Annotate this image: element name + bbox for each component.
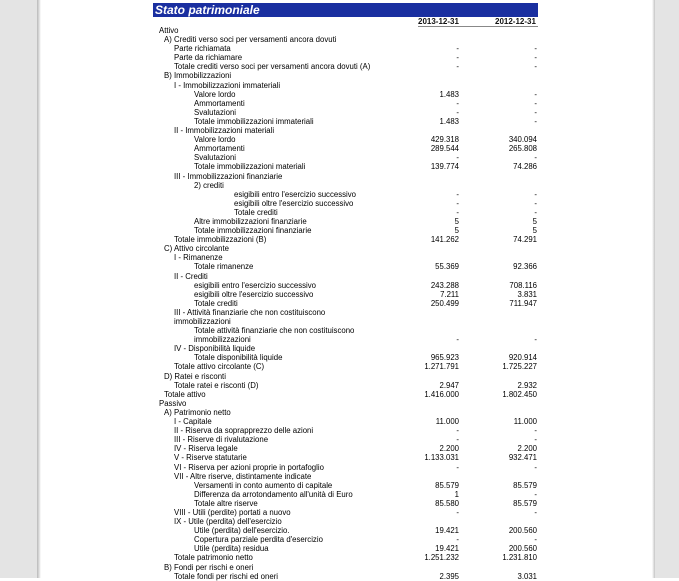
- value-2012: 1.231.810: [502, 553, 537, 563]
- value-2012: -: [534, 44, 537, 54]
- row-label: Ammortamenti: [194, 144, 245, 154]
- row-label: Parte richiamata: [174, 44, 231, 54]
- row-label: Valore lordo: [194, 89, 236, 99]
- value-2013: 243.288: [430, 280, 459, 290]
- value-2012: 340.094: [508, 135, 537, 145]
- row-label: Differenza da arrotondamento all'unità di Euro: [194, 489, 353, 499]
- row-label: Totale attivo circolante (C): [174, 362, 265, 372]
- value-2012: 2.200: [517, 444, 537, 454]
- row-label: III - Attività finanziarie che non costituiscono immobilizzazioni: [174, 307, 326, 326]
- table-row: [0, 153, 679, 162]
- value-2012: 200.560: [508, 526, 537, 536]
- table-row: [0, 44, 679, 53]
- row-label: Totale disponibilità liquide: [194, 353, 283, 363]
- value-2013: -: [456, 462, 459, 472]
- value-2013: 965.923: [430, 353, 459, 363]
- value-2013: 1.251.232: [424, 553, 459, 563]
- table-row: [0, 81, 679, 90]
- table-row: [0, 572, 679, 581]
- value-2012: -: [534, 189, 537, 199]
- value-2013: 1.416.000: [424, 389, 459, 399]
- row-label: Utile (perdita) residua: [194, 544, 269, 554]
- row-label: II - Immobilizzazioni materiali: [174, 126, 275, 136]
- table-row: [0, 499, 679, 508]
- value-2013: -: [456, 189, 459, 199]
- row-label: B) Immobilizzazioni: [164, 71, 232, 81]
- row-label: VII - Altre riserve, distintamente indicate: [174, 471, 312, 481]
- value-2013: 85.580: [435, 498, 459, 508]
- row-label: Totale immobilizzazioni materiali: [194, 162, 306, 172]
- row-label: VIII - Utili (perdite) portati a nuovo: [174, 507, 291, 517]
- value-2013: -: [456, 207, 459, 217]
- table-row: [0, 508, 679, 517]
- row-label: Totale immobilizzazioni (B): [174, 235, 267, 245]
- row-label: Totale immobilizzazioni immateriali: [194, 116, 314, 126]
- value-2013: -: [456, 335, 459, 345]
- table-row: [0, 290, 679, 299]
- value-2012: -: [534, 335, 537, 345]
- table-row: [0, 162, 679, 171]
- value-2012: 708.116: [509, 280, 537, 290]
- value-2012: 85.579: [513, 498, 537, 508]
- row-label: Svalutazioni: [194, 153, 237, 163]
- row-label: Passivo: [159, 398, 187, 408]
- value-2013: 2.200: [439, 444, 459, 454]
- table-row: [0, 181, 679, 190]
- value-2013: 1.271.791: [424, 362, 459, 372]
- row-label: Ammortamenti: [194, 98, 245, 108]
- table-row: [0, 426, 679, 435]
- table-row: [0, 226, 679, 235]
- table-row: [0, 417, 679, 426]
- row-label: D) Ratei e risconti: [164, 371, 226, 381]
- table-row: [0, 244, 679, 253]
- value-2012: -: [534, 207, 537, 217]
- table-row: [0, 262, 679, 271]
- row-label: B) Fondi per rischi e oneri: [164, 562, 254, 572]
- value-2013: -: [456, 435, 459, 445]
- table-row: [0, 253, 679, 262]
- row-label: IV - Disponibilità liquide: [174, 344, 256, 354]
- value-2012: 2.932: [517, 380, 537, 390]
- value-2013: 289.544: [430, 144, 459, 154]
- value-2013: -: [456, 426, 459, 436]
- table-row: [0, 399, 679, 408]
- row-label: esigibili oltre l'esercizio successivo: [234, 198, 354, 208]
- table-row: [0, 108, 679, 117]
- row-label: C) Attivo circolante: [164, 244, 229, 254]
- table-row: [0, 126, 679, 135]
- table-row: [0, 390, 679, 399]
- row-label: esigibili entro l'esercizio successivo: [194, 280, 316, 290]
- table-row: [0, 35, 679, 44]
- row-label: Copertura parziale perdita d'esercizio: [194, 535, 323, 545]
- row-label: Parte da richiamare: [174, 53, 243, 63]
- value-2012: 3.031: [517, 571, 537, 581]
- value-2012: 265.808: [508, 144, 537, 154]
- value-2013: 7.211: [440, 289, 459, 299]
- value-2012: 5: [532, 226, 537, 236]
- value-2013: -: [456, 507, 459, 517]
- table-row: [0, 90, 679, 99]
- row-label: Attivo: [159, 26, 179, 35]
- value-2012: -: [534, 53, 537, 63]
- value-2013: -: [456, 44, 459, 54]
- value-2013: 19.421: [435, 544, 459, 554]
- table-row: [0, 463, 679, 472]
- table-row: [0, 281, 679, 290]
- value-2013: -: [456, 62, 459, 72]
- table-row: [0, 553, 679, 562]
- value-2012: 200.560: [508, 544, 537, 554]
- table-row: [0, 344, 679, 353]
- row-label: V - Riserve statutarie: [174, 453, 247, 463]
- value-2013: 5: [454, 216, 459, 226]
- value-2012: 74.286: [513, 162, 537, 172]
- table-row: [0, 308, 679, 326]
- value-2013: 1.133.031: [424, 453, 459, 463]
- value-2013: 2.947: [439, 380, 459, 390]
- table-row: [0, 172, 679, 181]
- value-2012: -: [534, 98, 537, 108]
- table-row: [0, 381, 679, 390]
- row-label: Totale fondi per rischi ed oneri: [174, 571, 279, 581]
- row-label: Totale patrimonio netto: [174, 553, 253, 563]
- value-2012: 85.579: [513, 480, 537, 490]
- row-label: I - Capitale: [174, 417, 212, 427]
- value-2013: 1: [454, 489, 459, 499]
- value-2013: 250.499: [430, 298, 459, 308]
- value-2012: 932.471: [508, 453, 537, 463]
- table-row: [0, 299, 679, 308]
- value-2012: -: [534, 426, 537, 436]
- table-row: [0, 235, 679, 244]
- row-label: Totale attività finanziarie che non costituiscono immobilizzazioni: [194, 326, 355, 345]
- row-label: Totale altre riserve: [194, 498, 258, 508]
- value-2012: 1.725.227: [502, 362, 537, 372]
- value-2012: 5: [532, 216, 537, 226]
- row-label: I - Immobilizzazioni immateriali: [174, 80, 281, 90]
- value-2013: 11.000: [435, 417, 459, 427]
- value-2013: 2.395: [439, 571, 459, 581]
- value-2013: -: [456, 98, 459, 108]
- value-2013: 139.774: [430, 162, 459, 172]
- value-2012: 92.366: [513, 262, 537, 272]
- table-row: [0, 517, 679, 526]
- value-2013: 1.483: [439, 116, 459, 126]
- table-row: [0, 435, 679, 444]
- table-row: [0, 135, 679, 144]
- value-2012: -: [534, 107, 537, 117]
- balance-sheet-table: [0, 26, 679, 581]
- value-2013: 5: [454, 226, 459, 236]
- value-2012: -: [534, 198, 537, 208]
- row-label: Totale attivo: [164, 389, 206, 399]
- value-2012: 74.291: [513, 235, 537, 245]
- row-label: Totale rimanenze: [194, 262, 254, 272]
- row-label: VI - Riserva per azioni proprie in portafoglio: [174, 462, 324, 472]
- table-row: [0, 353, 679, 362]
- table-row: [0, 535, 679, 544]
- row-label: Totale ratei e risconti (D): [174, 380, 259, 390]
- table-row: [0, 326, 679, 344]
- row-label: A) Crediti verso soci per versamenti ancora dovuti: [164, 35, 337, 45]
- table-row: [0, 272, 679, 281]
- table-row: [0, 481, 679, 490]
- table-row: [0, 217, 679, 226]
- row-label: III - Immobilizzazioni finanziarie: [174, 171, 283, 181]
- table-row: [0, 99, 679, 108]
- row-label: II - Riserva da soprapprezzo delle azioni: [174, 426, 314, 436]
- row-label: Altre immobilizzazioni finanziarie: [194, 216, 307, 226]
- value-2013: 85.579: [435, 480, 459, 490]
- value-2013: -: [456, 53, 459, 63]
- row-label: 2) crediti: [194, 180, 224, 190]
- value-2013: -: [456, 198, 459, 208]
- row-label: Totale crediti: [234, 207, 278, 217]
- table-row: [0, 62, 679, 71]
- row-label: esigibili entro l'esercizio successivo: [234, 189, 356, 199]
- table-row: [0, 199, 679, 208]
- value-2013: 1.483: [439, 89, 459, 99]
- value-2013: -: [456, 107, 459, 117]
- value-2012: -: [534, 116, 537, 126]
- row-label: II - Crediti: [174, 271, 208, 281]
- table-row: [0, 544, 679, 553]
- value-2013: -: [456, 153, 459, 163]
- value-2012: -: [534, 462, 537, 472]
- column-header-2012: 2012-12-31: [495, 17, 536, 26]
- table-row: [0, 526, 679, 535]
- value-2013: -: [456, 535, 459, 545]
- column-header-2013: 2013-12-31: [418, 17, 459, 26]
- table-row: [0, 144, 679, 153]
- value-2013: 55.369: [435, 262, 459, 272]
- value-2012: 11.000: [513, 417, 537, 427]
- row-label: A) Patrimonio netto: [164, 407, 231, 417]
- table-row: [0, 408, 679, 417]
- value-2013: 141.262: [430, 235, 459, 245]
- row-label: IX - Utile (perdita) dell'esercizio: [174, 517, 282, 527]
- row-label: Totale crediti: [194, 298, 238, 308]
- row-label: Totale immobilizzazioni finanziarie: [194, 226, 312, 236]
- table-row: [0, 372, 679, 381]
- table-row: [0, 117, 679, 126]
- row-label: IV - Riserva legale: [174, 444, 238, 454]
- value-2012: -: [534, 89, 537, 99]
- value-2012: 711.947: [509, 298, 537, 308]
- value-2012: -: [534, 489, 537, 499]
- value-2012: -: [534, 62, 537, 72]
- table-row: [0, 26, 679, 35]
- row-label: I - Rimanenze: [174, 253, 223, 263]
- value-2012: -: [534, 535, 537, 545]
- value-2012: -: [534, 435, 537, 445]
- table-row: [0, 563, 679, 572]
- row-label: III - Riserve di rivalutazione: [174, 435, 269, 445]
- table-row: [0, 208, 679, 217]
- row-label: Valore lordo: [194, 135, 236, 145]
- table-row: [0, 53, 679, 62]
- value-2012: 920.914: [508, 353, 537, 363]
- table-row: [0, 362, 679, 371]
- table-row: [0, 453, 679, 462]
- table-row: [0, 490, 679, 499]
- value-2013: 19.421: [435, 526, 459, 536]
- value-2012: 1.802.450: [502, 389, 537, 399]
- table-row: [0, 472, 679, 481]
- value-2012: -: [534, 153, 537, 163]
- row-label: Svalutazioni: [194, 107, 237, 117]
- table-row: [0, 444, 679, 453]
- value-2012: -: [534, 507, 537, 517]
- value-2013: 429.318: [430, 135, 459, 145]
- row-label: Utile (perdita) dell'esercizio.: [194, 526, 290, 536]
- section-title: Stato patrimoniale: [153, 3, 538, 17]
- value-2012: 3.831: [517, 289, 537, 299]
- table-row: [0, 190, 679, 199]
- row-label: Versamenti in conto aumento di capitale: [194, 480, 333, 490]
- table-row: [0, 71, 679, 80]
- row-label: esigibili oltre l'esercizio successivo: [194, 289, 314, 299]
- row-label: Totale crediti verso soci per versamenti ancora dovuti (A): [174, 62, 371, 72]
